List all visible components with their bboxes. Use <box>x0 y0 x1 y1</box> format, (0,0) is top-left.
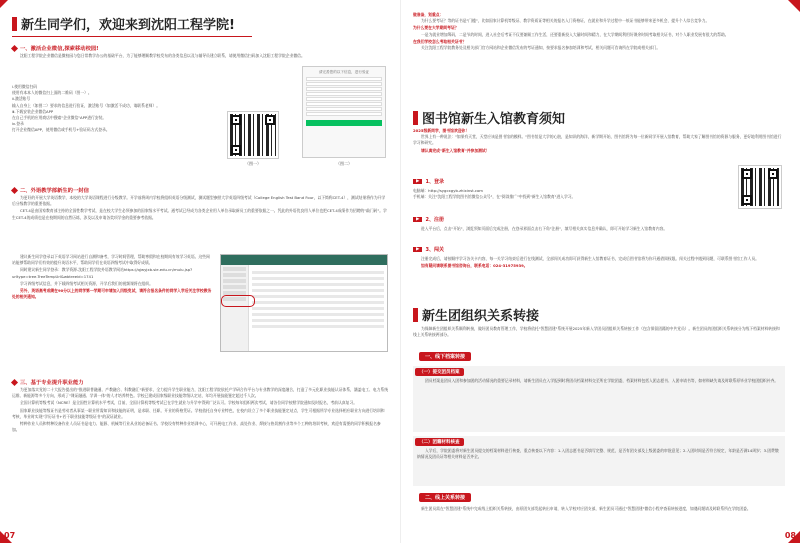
league-intro-text: 为保障新生团组织关系顺利转接，做好团员教育管理工作，学校将依托"智慧团建"系统开展2025年新入学团员团组织关系转接工作（包含保留团籍的中共党员）。新生团员的团组织关系转接分为线下档案材料转接和线上关系转接两部分。 <box>413 326 780 338</box>
section2-para: 学习四级考试信息，并下载四级考试相关资源，开学后我们的视频课将在组织。 <box>20 280 153 286</box>
step-label: ⅳ.登录 <box>12 121 24 127</box>
exam-tips-para: 一是为就业增加筹码，二是节约时间，进入社会后考证不仅要兼顾工作生活，还要重新投入大量时间和精力，在大学期间利用好课余时间考取相关证书，对个人职业发展有很大的帮助。 <box>421 31 729 37</box>
step-label: ⅰ.使用微信扫码 <box>12 84 38 89</box>
step-label: ⅱ.激活账号 <box>12 96 31 102</box>
section3-para: 为更加落实党的二十大报告提出的"推进职普融通、产教融合、科教融汇"新要求，全力提升学生职业能力，沈阳工程学院依托产学研合作平台与专业教学的深度融合，打造了多元化职业技能认证体系，涵盖电工、电力系统运维、新能源等多个方向，形成了"课证融通、学训一体"的人才培养特色。学校已建成国家级职业技能等级认定站，年均开展技能鉴定超过千人次。 <box>12 387 388 399</box>
page-title: 新生同学们，欢迎来到沈阳工程学院! <box>21 18 235 33</box>
title-bar <box>413 308 418 322</box>
step-text: 在自己手机的应用商店中搜索"企业微信"APP进行安装。 <box>12 115 107 121</box>
screenshot-sidebar <box>221 265 249 351</box>
page-number: 08 <box>784 531 796 540</box>
library-intro-emphasis: 请认真完成"新生入馆教育"并参加测试！ <box>421 147 490 153</box>
section3-para: 国家职业技能等级证书是劳动者从事某一职业所需知识和技能的证明，是求职、任职、开业的资格凭证。学校依托自身专业特色，在校内设立了多个职业技能鉴定站点，学生可根据所学专业选择相应职业方向进行培训和考核，毕业时实现"学历证书+若干职业技能等级证书"的双证就业。 <box>12 407 385 419</box>
section3-para: 特种作业人员和特种设备作业人员证书是电力、能源、机械等行业从业的必备证书。学校设有特种作业培训中心，可开展电工作业、高处作业、焊接与热切割作业等多个工种的培训考核，欢迎有需要的同学积极报名参加。 <box>12 421 381 433</box>
library-step3-text: 注册完成后，请按顺序学习各关卡内容，每一关学习结束后进行在线测试，全部闯关成功即可获得新生入馆教育证书，完成后图书馆将为你开通借阅权限。闯关过程中遇到问题，可联系图书馆工作人员。 <box>421 256 759 261</box>
library-step1-text: 手机端：关注"沈阳工程学院图书馆微信公众号"，在"阅读推广"中找到"新生入馆教育"进入学习。 <box>413 194 576 200</box>
form-row <box>306 107 382 111</box>
form-row <box>306 82 382 86</box>
section1-intro-text: 沈阳工程学院企业微信是微校园与您日常教学办公的基础平台，为了能够理顺教学校发布的各类信息以及与辅导员建立联系，请使用微信扫码加入沈阳工程学院企业微信。 <box>20 53 305 58</box>
library-step1-body <box>413 188 713 200</box>
qr-finder <box>742 195 752 205</box>
title-rule <box>12 36 252 37</box>
library-step2-heading: ▶ 2、注册 <box>413 216 444 223</box>
exam-tips-para: 为什么要考证？等的证书是"门槛"，比如国家计算机等级证、教学资质证等相关的报名入门资格证，在就业和升学过程中一纸证书能够带来更多机会，提升个人综合竞争力。 <box>421 18 710 24</box>
library-url[interactable]: 电脑端：http://sygcxgyb.zhixinst.com <box>413 188 484 193</box>
library-title-block <box>413 108 643 127</box>
library-step2-body <box>413 226 783 233</box>
section2-body-left <box>12 254 212 301</box>
diamond-icon <box>11 44 18 51</box>
library-intro-heading: 2025级新同学，图书馆欢迎你！ <box>413 128 470 133</box>
qr-finder <box>265 115 275 125</box>
section2-heading <box>12 186 89 194</box>
title-bar <box>12 17 17 31</box>
league-sub1-body <box>417 378 781 385</box>
phone-form-mockup <box>302 66 386 158</box>
library-step2-text: 进入平台后，点击"开始"，浏览须知页面后完成注册，在登录界面点击右下角"注册"，填写相关真实信息并确认，即可开始学习新生入馆教育内容。 <box>421 226 668 231</box>
league-part2-text: 新生团员需在"智慧团建"系统中完成线上组织关系转接，由原团支部发起转出申请，转入学校对应团支部，新生团员可通过"智慧团建"微信小程序查看转接进度，如遇问题请及时联系所在学院团委。 <box>421 506 751 511</box>
library-step3-body <box>413 256 783 270</box>
section1-intro <box>12 53 388 60</box>
library-intro-text: 世界上有一种说法："如果有天堂，天堂应该是图书馆的模样。"图书馆是大学的心脏，是知识的海洋，新学期开始，图书馆将为每一位新同学开展入馆教育，帮助大家了解图书馆的资源与服务，更好地利用图书馆进行学习和研究。 <box>413 134 782 146</box>
section2-link-text: 同时建议新生同学登录：教学资源-沈阳工程学院外语教学网站https://qjwyjxb.sie.edu.cn/mulu.jsp?urltype=tree.TreeTempUrl&wbtreeid=1741 <box>12 267 193 279</box>
step-label: 3、闯关 <box>425 247 444 253</box>
section3-heading-text: 三、基于专业提升职业能力 <box>20 380 84 386</box>
section2-red-note: 另外，英语高考成绩在90分以上的同学第一学期可申请加入四级免试，请符合报名条件的同学入学后关注学校教务处的相关通知。 <box>12 288 212 300</box>
exam-tips-subheading: 在我们学校怎么考取相关证书？ <box>413 38 467 44</box>
title-bar <box>413 111 418 125</box>
website-screenshot <box>220 254 388 352</box>
league-sub1-text: 团员档案是团员入团和参加团的活动情况的重要记录材料，请新生团员在入学报到时将团员档案材料交至所在学院团委，档案材料包括入团志愿书、入团申请书等，如材料缺失请及时联系原毕业学校团组织补齐。 <box>425 378 779 383</box>
qr-finder <box>742 169 752 179</box>
section1-heading-text: 一、激活企业微信,探索移动校园! <box>20 46 99 52</box>
wecom-qr-code[interactable] <box>228 112 278 158</box>
library-step1-heading: ▶ 1、登录 <box>413 178 444 185</box>
library-contact: 如有疑问请联系图书馆咨询台，联系电话：024-31975939。 <box>421 263 528 269</box>
qr-finder <box>231 145 241 155</box>
form-row <box>306 87 382 91</box>
section3-para: 全国计算机等级考试（NCRE）是全国性计算机水平考试，目前，全国计算机等级考试已在学生就业与升学中得到广泛认可。学校每年组织两次考试，请各位同学按照学院通知及时报名，考前认真复习。 <box>20 400 358 406</box>
league-title-block <box>413 305 613 324</box>
screenshot-header <box>221 255 387 265</box>
section3-heading <box>12 378 84 386</box>
corner-decoration <box>0 0 8 8</box>
step-label: ⅲ.下载安装企业微信APP <box>12 108 54 114</box>
phone-caption: （图二） <box>336 161 352 166</box>
section2-para: CET-4是由国家教育部主持的全国性教学考试，是在校大学生必须参加的国家级水平考试。通考试已经成为各类企业用人单位录取新员工的重要依据之一。凭此的外语优良用人单位也把CET-4成绩作为招聘的"敲门砖"。学生CET-4的成绩也是在校期间的自然历练，涉及以及申请各奖项学金的重要参考依据。 <box>12 208 387 220</box>
step-label: 2、注册 <box>425 217 444 223</box>
league-intro <box>413 326 783 339</box>
qr-finder <box>231 115 241 125</box>
form-row <box>306 112 382 116</box>
form-row <box>306 102 382 106</box>
form-row <box>306 92 382 96</box>
step-text: 使用有本本人的微信扫上面的二维码（图一）。 <box>12 90 92 96</box>
step-label: 1、登录 <box>425 179 444 185</box>
screenshot-main <box>249 265 387 351</box>
exam-tips-heading: 做准备，划重点： <box>413 12 444 17</box>
corner-decoration <box>788 0 800 12</box>
league-sub1-label: （一）提交团员档案 <box>415 368 464 376</box>
league-part1-label: 一、线下档案转接 <box>419 352 471 361</box>
page-number: 07 <box>4 531 16 540</box>
right-page <box>400 0 800 543</box>
league-sub2-label: （二）团籍材料核查 <box>415 438 464 446</box>
section2-body <box>12 195 388 222</box>
library-qr-code[interactable] <box>739 166 781 208</box>
exam-tips-para: 关注沈阳工程学院教务处及相关部门官方网站和企业微信发布的考证通知，按要求报名参加培训和考试，相关问题可咨询所在学院或相关部门。 <box>421 45 661 51</box>
verify-button <box>306 120 382 126</box>
qr-finder <box>768 169 778 179</box>
step-text: 输入自身上（如图二）要求的信息进行验证，激活账号（如激活不成功，请联系老师）。 <box>12 102 161 108</box>
diamond-icon <box>11 378 18 385</box>
league-sub2-text: 入学后，学院团委将对新生团员提交的档案材料进行核查，重点核查以下内容：1.入团志愿书是否填写完整、规范，是否有团支部及上级团委的审批意见；2.入团时间是否符合规定，年龄是否满14周岁；3.团费缴纳情况及团员证等相关材料是否齐全。 <box>417 448 779 460</box>
league-sub1-box <box>413 366 785 432</box>
library-title: 图书馆新生入馆教育须知 <box>422 112 566 127</box>
library-step3-heading: ▶ 3、闯关 <box>413 246 444 253</box>
diamond-icon <box>11 186 18 193</box>
exam-tips-subheading: 为什么要在大学期间考证？ <box>413 25 459 31</box>
form-row <box>306 97 382 101</box>
qr-caption: （图一） <box>245 161 261 166</box>
phone-form-title: 请完善您的以下信息，进行验证 <box>318 70 370 74</box>
section2-para: 为更好的开展大学英语教学，本校的大学英语课程进行分级教学。开学前将周内学校将组织英语分级测试，测试题型参照大学英语四级考试（College English Test Band Four，以下简称CET-4），测试结果将作为开学后分级教学的重要依据。 <box>12 195 386 207</box>
form-row <box>306 77 382 81</box>
callout-highlight <box>221 295 255 307</box>
section1-steps <box>12 84 212 134</box>
exam-tips-block <box>413 12 783 52</box>
page-title-block <box>12 14 252 33</box>
section2-heading-text: 二、外语教学部新生的一封信 <box>20 188 89 194</box>
league-part2-label: 二、线上关系转接 <box>419 493 471 502</box>
library-intro <box>413 128 783 155</box>
league-part2-body <box>413 506 783 513</box>
step-text: 打开企业微信APP，使用微信或手机号+验证码方式登录。 <box>12 127 110 133</box>
section3-body <box>12 387 388 434</box>
league-title: 新生团组织关系转接 <box>422 309 540 324</box>
section2-para: 建议新生同学登录以下英语学习网站进行自测和备考，学习时间管理，帮助寒假和在校期间有效学习英语。这些网站能够帮助同学们有效的提升英语水平，帮助同学们在英语四级考试中取得好成绩。 <box>12 254 210 266</box>
league-sub2-body <box>417 448 781 461</box>
section1-heading <box>12 44 99 52</box>
